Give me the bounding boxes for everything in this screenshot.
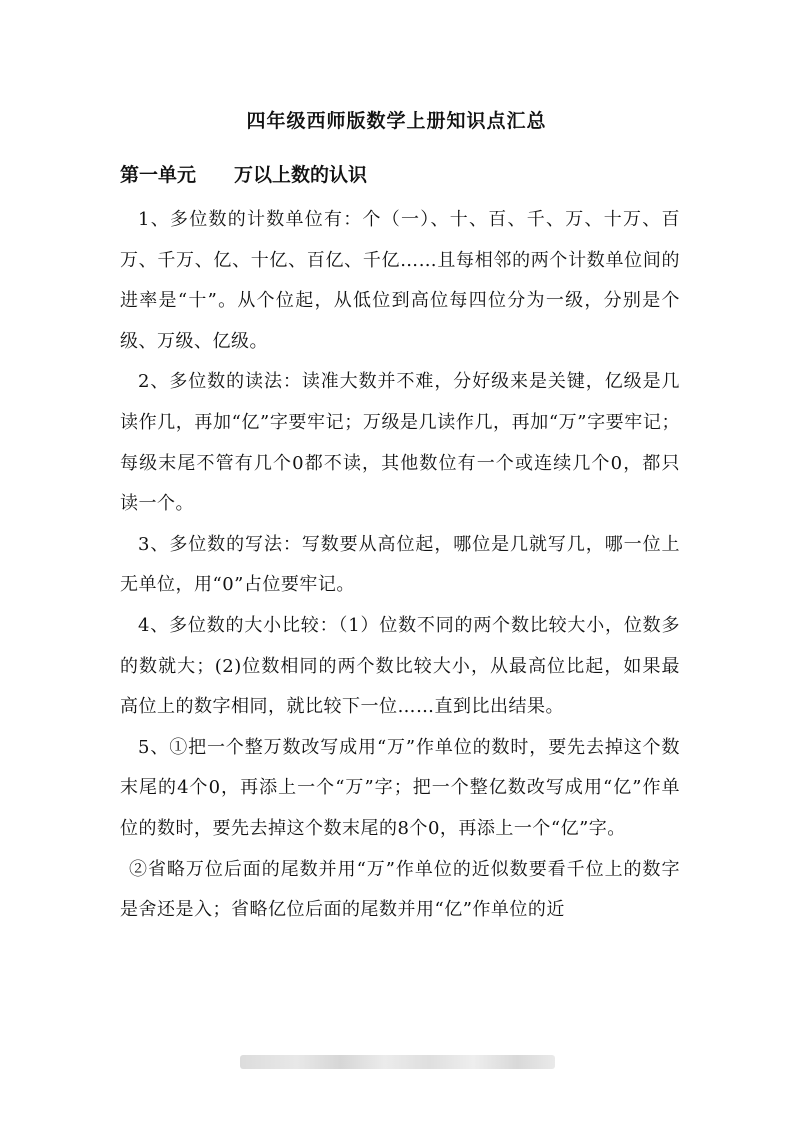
paragraph-5: 5、①把一个整万数改写成用“万”作单位的数时，要先去掉这个数末尾的4个0，再添上一个“万”字；把一个整亿数改写成用“亿”作单位的数时，要先去掉这个数末尾的8个0，再添上一个“亿”字。 xyxy=(120,736,680,839)
paragraph-3: 3、多位数的写法：写数要从高位起，哪位是几就写几，哪一位上无单位，用“0”占位要牢记。 xyxy=(120,533,680,596)
paragraph-2: 2、多位数的读法：读准大数并不难，分好级来是关键，亿级是几读作几，再加“亿”字要牢记；万级是几读作几，再加“万”字要牢记；每级末尾不管有几个0都不读，其他数位有一个或连续几个0，都只读一个。 xyxy=(120,371,680,515)
unit-label: 第一单元 xyxy=(120,164,197,186)
paragraph-6: ②省略万位后面的尾数并用“万”作单位的近似数要看千位上的数字是舍还是入；省略亿位后面的尾数并用“亿”作单位的近 xyxy=(120,858,680,921)
paragraph-4: 4、多位数的大小比较：（1）位数不同的两个数比较大小，位数多的数就大；(2)位数相同的两个数比较大小，从最高位比起，如果最高位上的数字相同，就比较下一位……直到比出结果。 xyxy=(120,614,680,718)
unit-heading xyxy=(120,160,367,187)
blurred-footer-watermark xyxy=(240,1055,555,1069)
unit-name: 万以上数的认识 xyxy=(234,164,368,186)
paragraph-1: 1、多位数的计数单位有：个（一）、十、百、千、万、十万、百万、千万、亿、十亿、百亿、千亿……且每相邻的两个计数单位间的进率是“十”。从个位起，从低位到高位每四位分为一级，分别是个级、万级、亿级。 xyxy=(120,209,680,352)
body-text xyxy=(120,200,680,931)
document-title: 四年级西师版数学上册知识点汇总 xyxy=(246,110,547,132)
